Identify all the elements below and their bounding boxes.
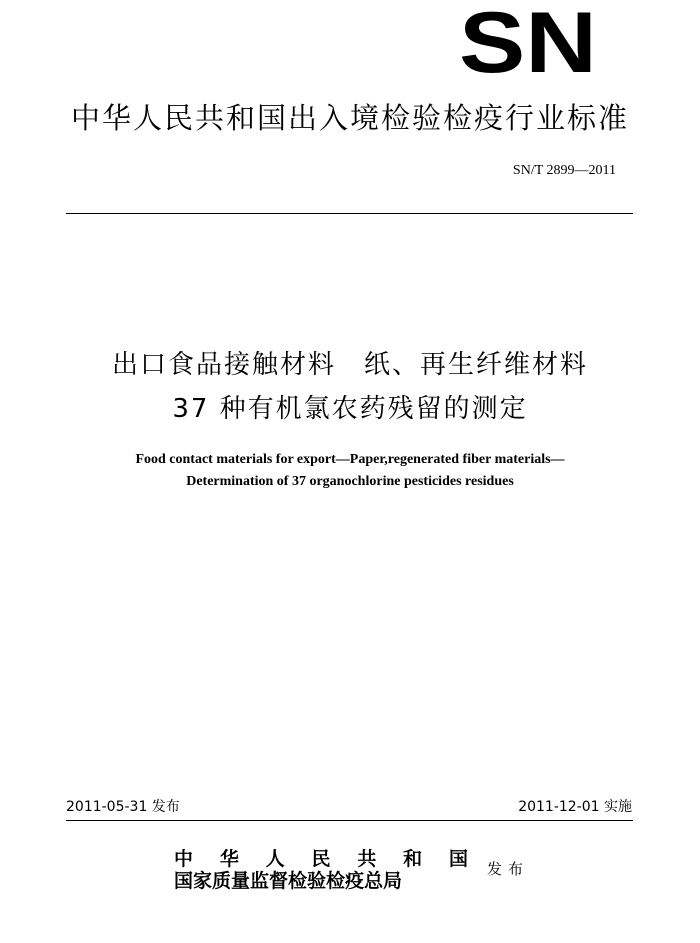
footer-divider xyxy=(66,820,633,821)
chinese-title-line-1: 出口食品接触材料 纸、再生纤维材料 xyxy=(111,350,588,380)
issuer-title: 中华人民共和国出入境检验检疫行业标准 xyxy=(70,101,629,135)
english-title-line-1: Food contact materials for export—Paper,regenerated fiber materials— xyxy=(135,452,565,467)
sn-logo-text: SN xyxy=(459,6,597,76)
publication-date: 2011-05-31 发布 xyxy=(66,799,180,815)
standard-number: SN/T 2899—2011 xyxy=(512,163,616,178)
effective-date: 2011-12-01 实施 xyxy=(518,799,632,815)
issuing-authorities xyxy=(174,848,468,892)
header-divider xyxy=(66,213,633,214)
english-title-line-2: Determination of 37 organochlorine pesticides residues xyxy=(186,474,514,489)
issuer-line-2: 国家质量监督检验检疫总局 xyxy=(174,870,403,892)
chinese-title-line-2: 37 种有机氯农药残留的测定 xyxy=(172,394,528,424)
publish-label: 发布 xyxy=(487,860,530,878)
sn-logo xyxy=(458,6,598,76)
issuer-line-1: 中华人民共和国 xyxy=(174,848,468,870)
